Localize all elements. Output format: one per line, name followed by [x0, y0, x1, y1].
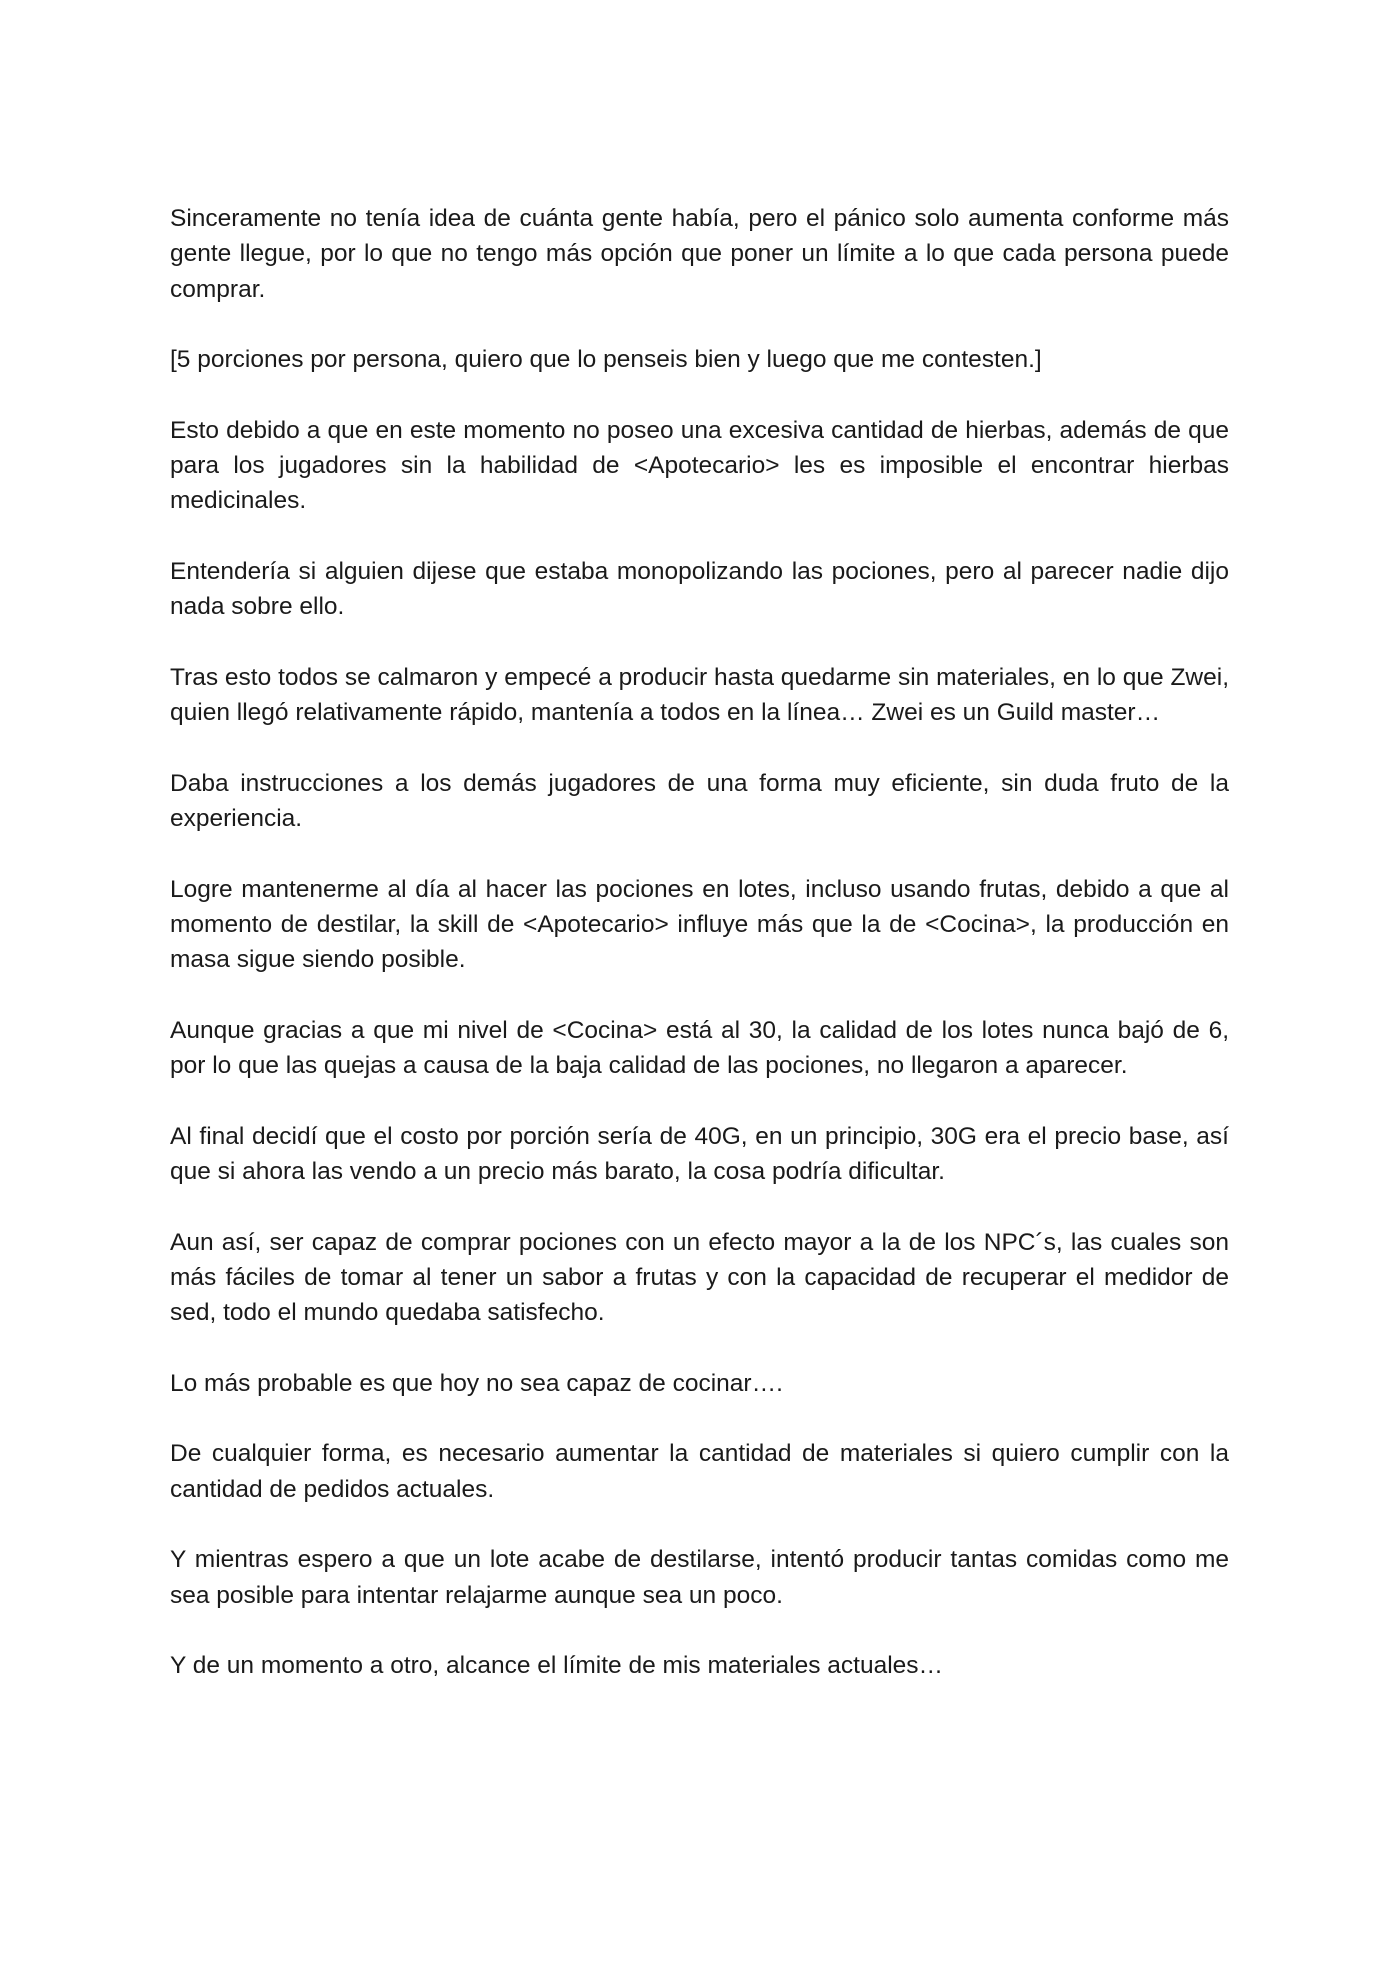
paragraph-7: Logre mantenerme al día al hacer las pociones en lotes, incluso usando frutas, debido a que al momento de destilar, la skill de <Apotecario> influye más que la de <Cocina>, la producción en masa sigue siendo posible. — [170, 875, 1229, 974]
paragraph-6: Daba instrucciones a los demás jugadores de una forma muy eficiente, sin duda fruto de la experiencia. — [170, 769, 1229, 833]
paragraph-5: Tras esto todos se calmaron y empecé a producir hasta quedarme sin materiales, en lo que Zwei, quien llegó relativamente rápido, mantenía a todos en la línea… Zwei es un Guild master… — [170, 663, 1229, 727]
paragraph-4: Entendería si alguien dijese que estaba monopolizando las pociones, pero al parecer nadie dijo nada sobre ello. — [170, 557, 1229, 621]
paragraph-11: Lo más probable es que hoy no sea capaz de cocinar…. — [170, 1369, 783, 1397]
paragraph-14: Y de un momento a otro, alcance el límite de mis materiales actuales… — [170, 1652, 944, 1680]
paragraph-10: Aun así, ser capaz de comprar pociones con un efecto mayor a la de los NPC´s, las cuales son más fáciles de tomar al tener un sabor a frutas y con la capacidad de recuperar el medidor de sed, todo el mundo quedaba satisfecho. — [170, 1228, 1229, 1327]
document-body — [170, 201, 1229, 1719]
paragraph-1: Sinceramente no tenía idea de cuánta gente había, pero el pánico solo aumenta conforme más gente llegue, por lo que no tengo más opción que poner un límite a lo que cada persona puede comprar. — [170, 205, 1229, 303]
paragraph-3: Esto debido a que en este momento no poseo una excesiva cantidad de hierbas, además de que para los jugadores sin la habilidad de <Apotecario> les es imposible el encontrar hierbas medicinales. — [170, 416, 1229, 515]
paragraph-2: [5 porciones por persona, quiero que lo penseis bien y luego que me contesten.] — [170, 346, 1042, 374]
paragraph-9: Al final decidí que el costo por porción sería de 40G, en un principio, 30G era el precio base, así que si ahora las vendo a un precio más barato, la cosa podría dificultar. — [170, 1122, 1229, 1186]
paragraph-8: Aunque gracias a que mi nivel de <Cocina> está al 30, la calidad de los lotes nunca bajó de 6, por lo que las quejas a causa de la baja calidad de las pociones, no llegaron a aparecer. — [170, 1016, 1229, 1080]
paragraph-12: De cualquier forma, es necesario aumentar la cantidad de materiales si quiero cumplir con la cantidad de pedidos actuales. — [170, 1440, 1229, 1503]
paragraph-13: Y mientras espero a que un lote acabe de destilarse, intentó producir tantas comidas como me sea posible para intentar relajarme aunque sea un poco. — [170, 1546, 1229, 1609]
